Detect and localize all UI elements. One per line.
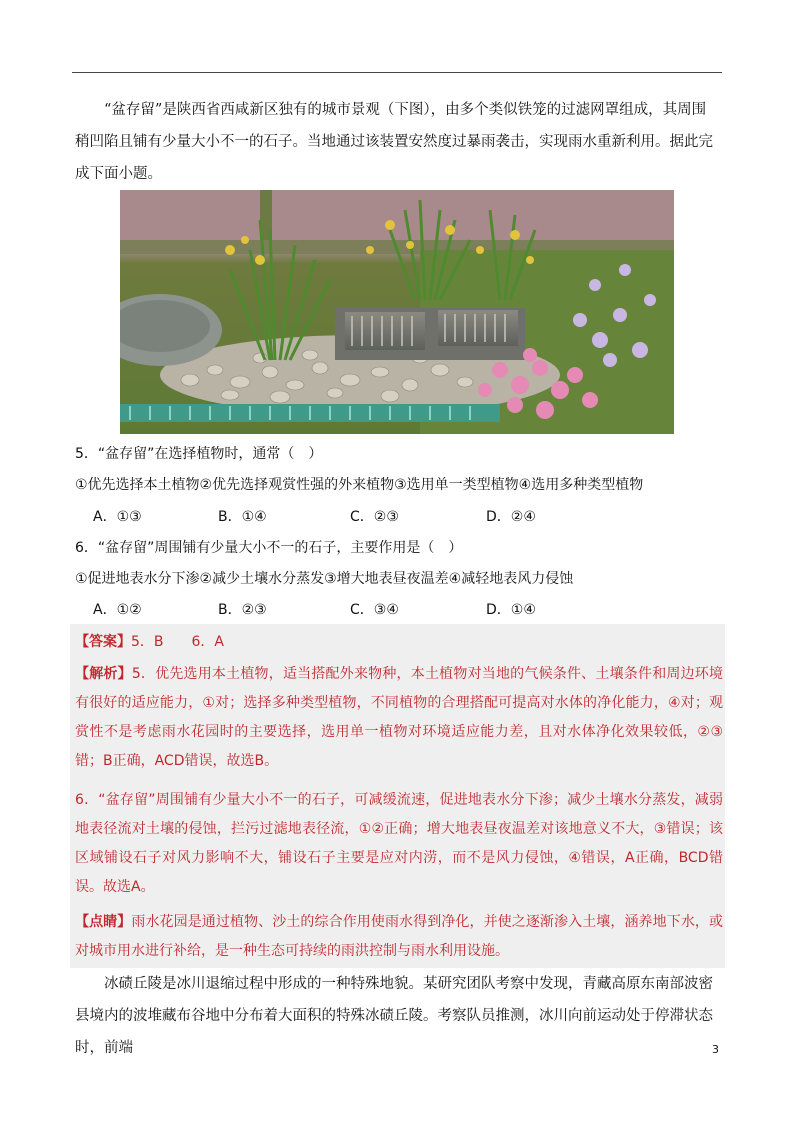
question-6-statements: ①促进地表水分下渗②减少土壤水分蒸发③增大地表昼夜温差④减轻地表风力侵蚀 (75, 571, 574, 587)
q6-option-d[interactable]: D．①④ (486, 602, 536, 618)
q5-option-c[interactable]: C．②③ (350, 509, 399, 525)
q6-option-a[interactable]: A．①② (93, 602, 142, 618)
analysis-text-1: 5．优先选用本土植物，适当搭配外来物种，本土植物对当地的气候条件、土壤条件和周边环境有很好的适应能力，①对；选择多种类型植物，不同植物的合理搭配可提高对水体的净化能力，④对；观赏性不是考虑雨水花园时的主要选择，选用单一植物对环境适应能力差，且对水体净化效果较低，②③错；B正确，ACD错误，故选B。 (75, 666, 724, 769)
q6-option-c[interactable]: C．③④ (350, 602, 399, 618)
comment-paragraph (75, 908, 723, 966)
header-rule (72, 72, 722, 73)
comment-tag: 【点睛】 (75, 914, 132, 930)
q5-option-a[interactable]: A．①③ (93, 509, 142, 525)
intro-text: “盆存留”是陕西省西咸新区独有的城市景观（下图），由多个类似铁笼的过滤网罩组成，其周围稍凹陷且铺有少量大小不一的石子。当地通过该装置安然度过暴雨袭击，实现雨水重新利用。据此完成下面小题。 (75, 102, 713, 182)
q6-option-b[interactable]: B．②③ (218, 602, 267, 618)
page-number: 3 (712, 1043, 719, 1056)
question-5-stem: 5．“盆存留”在选择植物时，通常（ ） (75, 446, 323, 462)
analysis-tag: 【解析】 (75, 666, 132, 682)
comment-text: 雨水花园是通过植物、沙土的综合作用使雨水得到净化，并使之逐渐渗入土壤，涵养地下水，或对城市用水进行补给，是一种生态可持续的雨洪控制与雨水利用设施。 (75, 914, 724, 959)
intro-paragraph (75, 94, 720, 190)
analysis-paragraph-1 (75, 660, 723, 776)
q5-option-d[interactable]: D．②④ (486, 509, 536, 525)
question-5-statements: ①优先选择本土植物②优先选择观赏性强的外来植物③选用单一类型植物④选用多种类型植物 (75, 477, 644, 493)
answer-text: 5．B 6．A (131, 634, 224, 650)
q5-option-b[interactable]: B．①④ (218, 509, 267, 525)
question-6-stem: 6．“盆存留”周围铺有少量大小不一的石子，主要作用是（ ） (75, 540, 463, 556)
answer-tag: 【答案】 (75, 634, 131, 650)
next-passage (75, 968, 720, 1064)
answer-line (75, 628, 723, 657)
analysis-paragraph-2: 6．“盆存留”周围铺有少量大小不一的石子，可减缓流速，促进地表水分下渗；减少土壤水分蒸发，减弱地表径流对土壤的侵蚀，拦污过滤地表径流，①②正确；增大地表昼夜温差对该地意义不大，③错误；该区域铺设石子对风力影响不大，铺设石子主要是应对内涝，而不是风力侵蚀，④错误，A正确，BCD错误。故选A。 (75, 792, 723, 895)
next-passage-text: 冰碛丘陵是冰川退缩过程中形成的一种特殊地貌。某研究团队考察中发现，青藏高原东南部波密县境内的波堆藏布谷地中分布着大面积的特殊冰碛丘陵。考察队员推测，冰川向前运动处于停滞状态时，前端 (75, 976, 713, 1056)
rain-garden-photo (120, 190, 674, 434)
